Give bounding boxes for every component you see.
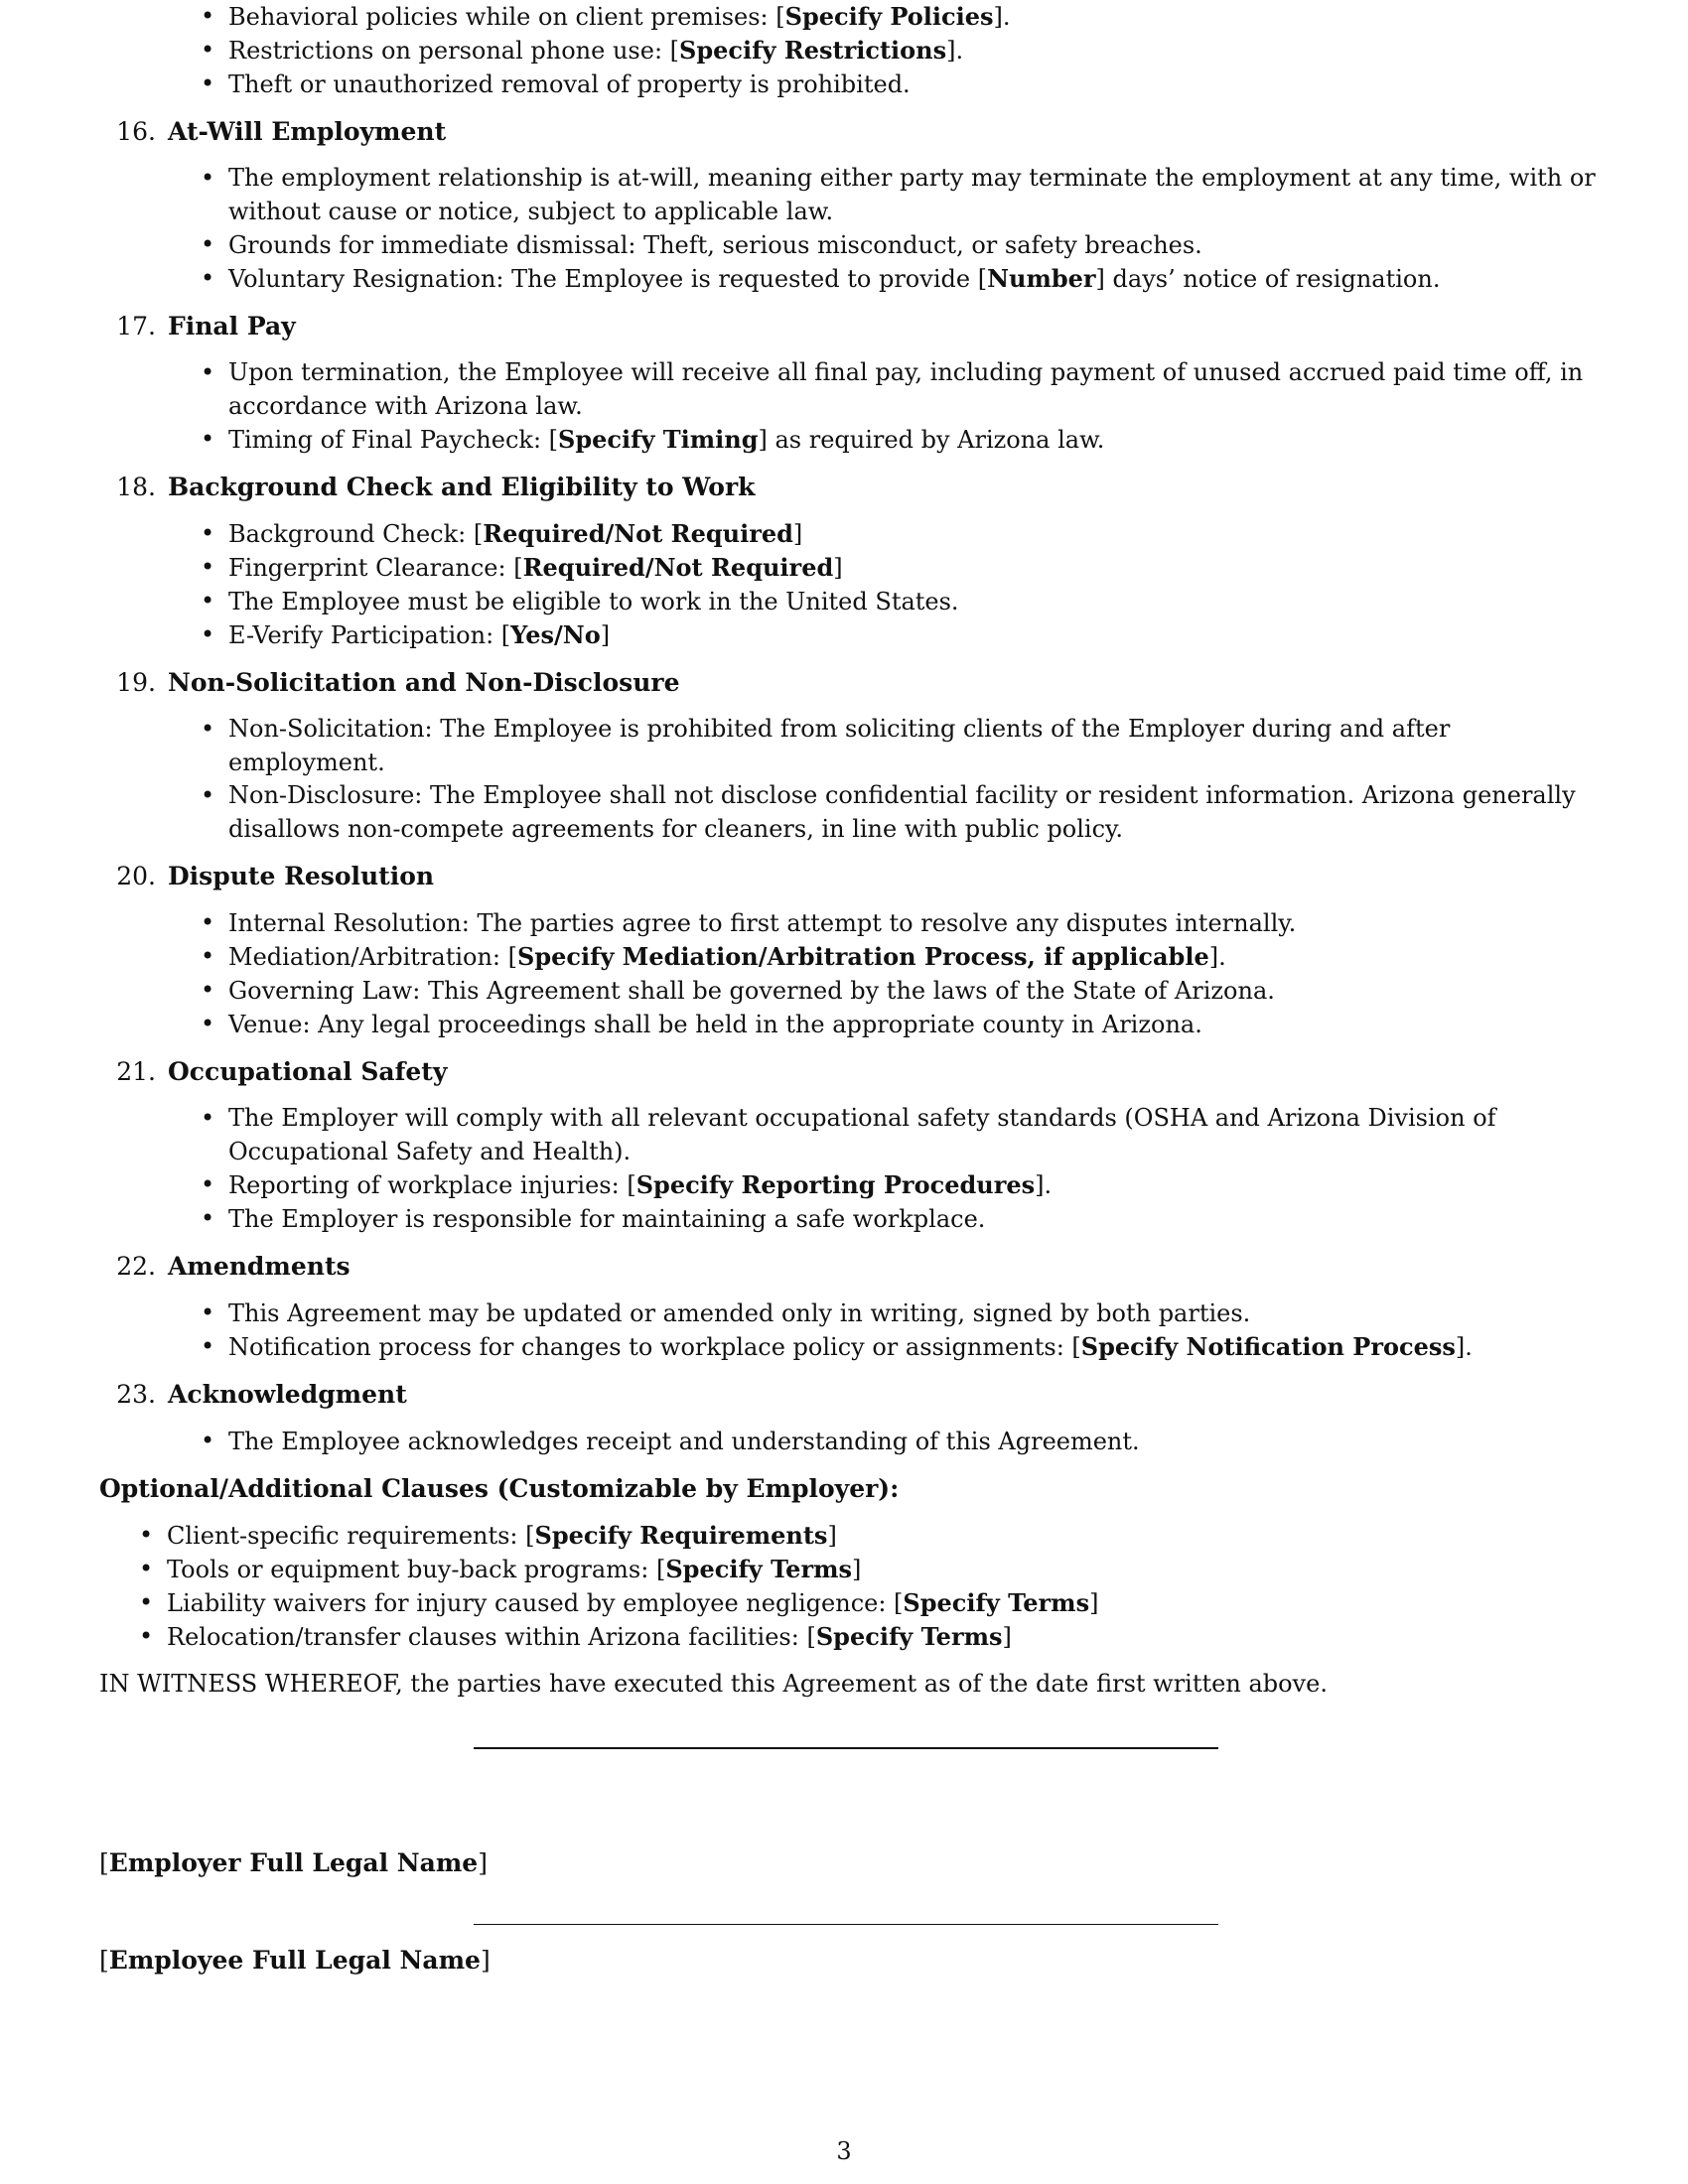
- section: [99, 115, 1596, 296]
- section-title: Occupational Safety: [168, 1057, 448, 1086]
- section: [99, 310, 1589, 457]
- section-heading: [99, 115, 1589, 148]
- list-item: • Venue: Any legal proceedings shall be held in the appropriate county in Arizona.: [228, 1008, 1599, 1041]
- list-item: • Upon termination, the Employee will receive all final pay, including payment of unused accrued paid time off, in accordance with Arizona law.: [228, 356, 1599, 423]
- section: [99, 1378, 1589, 1458]
- list-item: • Non-Disclosure: The Employee shall not disclose confidential facility or resident information. Arizona generally disallows non-compete agreements for cleaners, in line with public policy.: [228, 779, 1599, 846]
- list-item: • This Agreement may be updated or amended only in writing, signed by both parties.: [228, 1297, 1599, 1330]
- section-number: 20.: [116, 862, 156, 890]
- section-heading: [99, 1250, 1589, 1283]
- list-item: • Liability waivers for injury caused by employee negligence: [Specify Terms]: [167, 1586, 1589, 1620]
- list-item: • The Employer is responsible for maintaining a safe workplace.: [228, 1202, 1599, 1236]
- section-number: 23.: [116, 1380, 156, 1409]
- list-item: • The Employee must be eligible to work in the United States.: [228, 585, 1599, 618]
- section-title: Acknowledgment: [168, 1380, 407, 1409]
- employer-name-label: [Employer Full Legal Name]: [99, 1848, 488, 1877]
- list-item: • Client-specific requirements: [Specify Requirements]: [167, 1519, 1589, 1553]
- list-item: • E-Verify Participation: [Yes/No]: [228, 618, 1599, 652]
- list-item: • Voluntary Resignation: The Employee is requested to provide [Number] days’ notice of resignation.: [228, 262, 1599, 296]
- section-number: 16.: [116, 117, 156, 146]
- list-item: • The employment relationship is at-will, meaning either party may terminate the employment at any time, with or without cause or notice, subject to applicable law.: [228, 162, 1599, 228]
- section-bullet-list: [99, 713, 1589, 846]
- section-bullet-list: [99, 906, 1589, 1041]
- list-item: • Internal Resolution: The parties agree to first attempt to resolve any disputes internally.: [228, 906, 1599, 940]
- list-item: • Background Check: [Required/Not Required]: [228, 517, 1599, 551]
- employer-signature-line: [474, 1747, 1218, 1749]
- section-heading: [99, 310, 1589, 342]
- list-item: • Relocation/transfer clauses within Arizona facilities: [Specify Terms]: [167, 1620, 1589, 1654]
- section: [99, 1055, 1589, 1236]
- list-item: • The Employer will comply with all relevant occupational safety standards (OSHA and Arizona Division of Occupational Safety and Health).: [228, 1102, 1599, 1168]
- list-item: • Behavioral policies while on client premises: [Specify Policies].: [228, 0, 1688, 34]
- section-bullet-list: [99, 162, 1596, 296]
- section-bullet-list: [99, 1297, 1589, 1364]
- list-item: • Non-Solicitation: The Employee is prohibited from soliciting clients of the Employer during and after employment.: [228, 713, 1599, 779]
- list-item: • Theft or unauthorized removal of property is prohibited.: [228, 68, 1688, 101]
- section-bullet-list: [99, 517, 1589, 652]
- section-number: 18.: [116, 473, 156, 501]
- sections-container: [99, 115, 1596, 1458]
- section-title: Background Check and Eligibility to Work: [168, 473, 756, 501]
- section-number: 21.: [116, 1057, 156, 1086]
- section: [99, 860, 1589, 1041]
- list-item: • Reporting of workplace injuries: [Specify Reporting Procedures].: [228, 1168, 1599, 1202]
- employee-signature-line: [474, 1924, 1218, 1925]
- section: [99, 666, 1589, 846]
- section-title: Amendments: [168, 1252, 351, 1281]
- list-item: • Notification process for changes to workplace policy or assignments: [Specify Notification Process].: [228, 1330, 1599, 1364]
- list-item: • Timing of Final Paycheck: [Specify Timing] as required by Arizona law.: [228, 423, 1599, 457]
- section-title: At-Will Employment: [168, 117, 447, 146]
- section-bullet-list: [99, 356, 1589, 457]
- section-title: Dispute Resolution: [168, 862, 435, 890]
- section-heading: [99, 666, 1589, 699]
- list-item: • Fingerprint Clearance: [Required/Not Required]: [228, 551, 1599, 585]
- list-item: • Grounds for immediate dismissal: Theft, serious misconduct, or safety breaches.: [228, 228, 1599, 262]
- optional-clauses-heading: Optional/Additional Clauses (Customizable by Employer):: [99, 1474, 900, 1503]
- list-item: • Tools or equipment buy-back programs: [Specify Terms]: [167, 1553, 1589, 1586]
- section-heading: [99, 471, 1589, 503]
- section: [99, 471, 1589, 652]
- section-heading: [99, 860, 1589, 892]
- section-number: 19.: [116, 668, 156, 697]
- section-heading: [99, 1055, 1589, 1088]
- page-number: 3: [836, 2137, 852, 2165]
- employee-name-label: [Employee Full Legal Name]: [99, 1946, 491, 1975]
- section-bullet-list: [99, 1425, 1589, 1458]
- list-item: • The Employee acknowledges receipt and understanding of this Agreement.: [228, 1425, 1599, 1458]
- section: [99, 1250, 1589, 1364]
- section-heading: [99, 1378, 1589, 1411]
- section-title: Final Pay: [168, 312, 296, 341]
- section-number: 22.: [116, 1252, 156, 1281]
- section-title: Non-Solicitation and Non-Disclosure: [168, 668, 680, 697]
- list-item: • Governing Law: This Agreement shall be governed by the laws of the State of Arizona.: [228, 974, 1599, 1008]
- top-bullet-list: [99, 0, 1589, 101]
- section-bullet-list: [99, 1102, 1589, 1236]
- section-number: 17.: [116, 312, 156, 341]
- list-item: • Restrictions on personal phone use: [Specify Restrictions].: [228, 34, 1688, 68]
- list-item: • Mediation/Arbitration: [Specify Mediation/Arbitration Process, if applicable].: [228, 940, 1599, 974]
- optional-clauses-list: [99, 1519, 1589, 1654]
- witness-statement: IN WITNESS WHEREOF, the parties have executed this Agreement as of the date first written above.: [99, 1670, 1328, 1698]
